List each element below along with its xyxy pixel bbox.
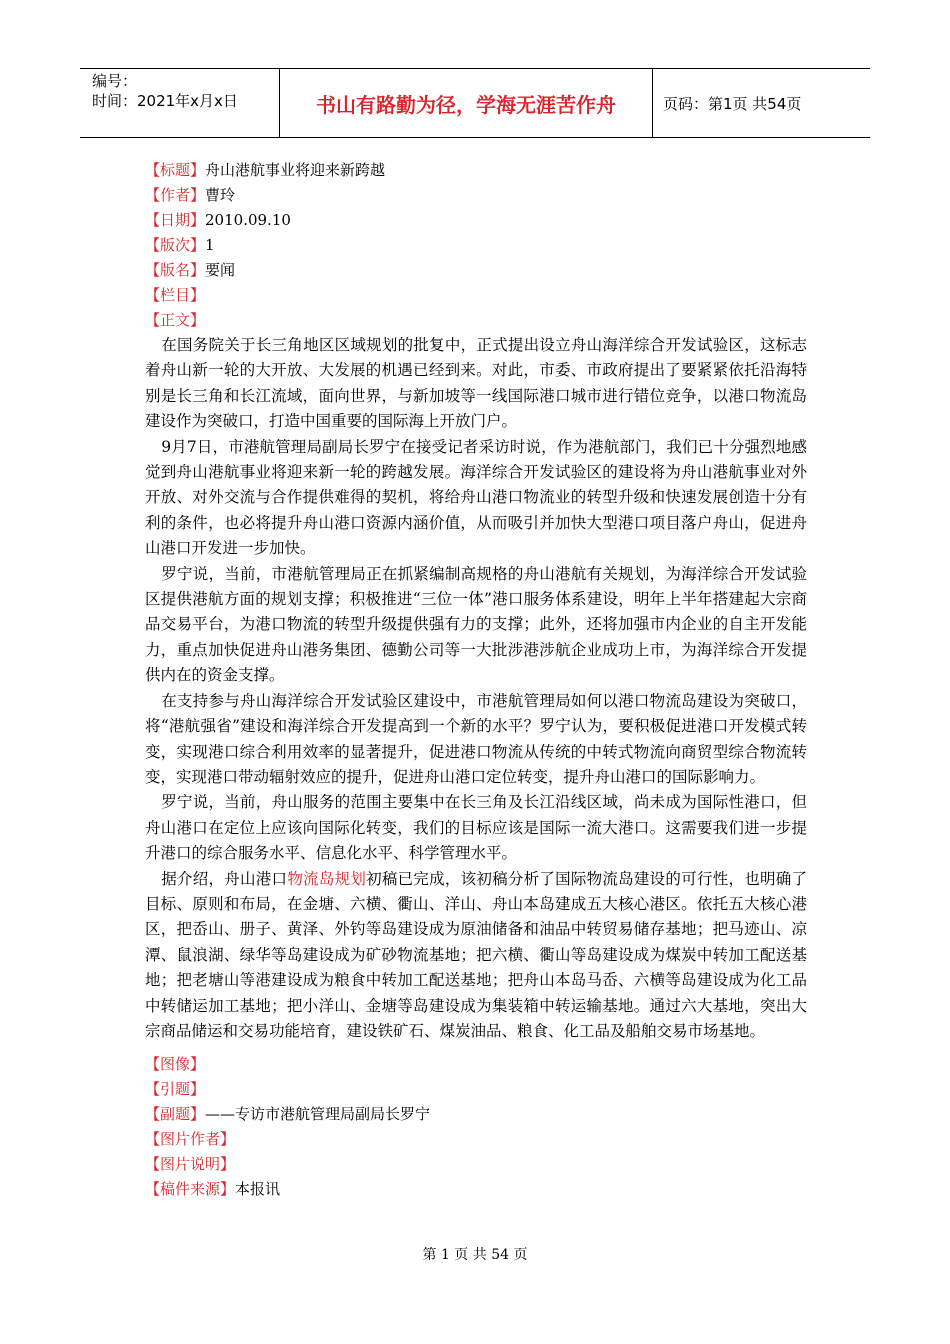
logistics-plan-link[interactable]: 物流岛规划 <box>287 869 367 888</box>
body-paragraph: 罗宁说，当前，舟山服务的范围主要集中在长三角及长江沿线区域，尚未成为国际性港口，但舟山港口在定位上应该向国际化转变，我们的目标应该是国际一流大港口。这需要我们进一步提升港口的综合服务水平、信息化水平、科学管理水平。 <box>145 793 807 863</box>
meta-label: 【标题】 <box>145 161 206 179</box>
meta-label: 【版名】 <box>145 261 206 279</box>
meta-source-row <box>145 1177 815 1202</box>
meta-author-row <box>145 183 815 208</box>
meta-lead-row <box>145 1077 815 1102</box>
meta-photo-caption-row <box>145 1152 815 1177</box>
meta-image-row <box>145 1052 815 1077</box>
article-meta <box>145 158 815 333</box>
meta-value: 1 <box>205 236 215 254</box>
paragraph-text: 初稿已完成，该初稿分析了国际物流岛建设的可行性，也明确了目标、原则和布局，在金塘、六横、衢山、洋山、舟山本岛建成五大核心港区。依托五大核心港区，把岙山、册子、黄泽、外钓等岛建设成为原油储备和油品中转贸易储存基地；把马迹山、凉潭、鼠浪湖、绿华等岛建设成为矿砂物流基地；把六横、衢山等岛建设成为煤炭中转加工配送基地；把老塘山等港建设成为粮食中转加工配送基地；把舟山本岛马岙、六横等岛建设成为化工品中转储运加工基地；把小洋山、金塘等岛建设成为集装箱中转运输基地。通过六大基地，突出大宗商品储运和交易功能培育，建设铁矿石、煤炭油品、粮食、化工品及船舶交易市场基地。 <box>145 869 807 1040</box>
meta-label: 【副题】 <box>145 1105 206 1123</box>
meta-edition-row <box>145 233 815 258</box>
paragraph-text: 据介绍，舟山港口 <box>161 869 288 888</box>
meta-column-row <box>145 283 815 308</box>
meta-label: 【正文】 <box>145 311 206 329</box>
body-paragraph: 在支持参与舟山海洋综合开发试验区建设中，市港航管理局如何以港口物流岛建设为突破口，将“港航强省”建设和海洋综合开发提高到一个新的水平？罗宁认为，要积极促进港口开发模式转变，实现港口综合利用效率的显著提升，促进港口物流从传统的中转式物流向商贸型综合物流转变，实现港口带动辐射效应的提升，促进舟山港口定位转变，提升舟山港口的国际影响力。 <box>145 691 807 786</box>
meta-label: 【图片作者】 <box>145 1130 236 1148</box>
meta-value: 舟山港航事业将迎来新跨越 <box>205 161 386 179</box>
body-paragraph: 9月7日，市港航管理局副局长罗宁在接受记者采访时说，作为港航部门，我们已十分强烈地感觉到舟山港航事业将迎来新一轮的跨越发展。海洋综合开发试验区的建设将为舟山港航事业对外开放、对外交流与合作提供难得的契机，将给舟山港口物流业的转型升级和快速发展创造十分有利的条件，也必将提升舟山港口资源内涵价值，从而吸引并加快大型港口项目落户舟山，促进舟山港口开发进一步加快。 <box>145 437 807 558</box>
header-page-info: 页码：第1页 共54页 <box>663 94 802 113</box>
meta-label: 【栏目】 <box>145 286 206 304</box>
header-motto: 书山有路勤为径，学海无涯苦作舟 <box>280 69 653 137</box>
meta-title-row <box>145 158 815 183</box>
meta-value: ——专访市港航管理局副局长罗宁 <box>205 1105 431 1123</box>
meta-label: 【图像】 <box>145 1055 206 1073</box>
meta-value: 2010.09.10 <box>205 211 291 229</box>
meta-label: 【稿件来源】 <box>145 1180 236 1198</box>
article-body <box>145 333 807 1044</box>
page-footer: 第 1 页 共 54 页 <box>422 1247 528 1263</box>
header-info-cell <box>80 69 280 137</box>
meta-label: 【作者】 <box>145 186 206 204</box>
body-paragraph: 在国务院关于长三角地区区域规划的批复中，正式提出设立舟山海洋综合开发试验区，这标志着舟山新一轮的大开放、大发展的机遇已经到来。对此，市委、市政府提出了要紧紧依托沿海特别是长三角和长江流域，面向世界，与新加坡等一线国际港口城市进行错位竞争，以港口物流岛建设作为突破口，打造中国重要的国际海上开放门户。 <box>145 336 807 431</box>
meta-date-row <box>145 208 815 233</box>
meta-label: 【版次】 <box>145 236 206 254</box>
meta-value: 曹玲 <box>205 186 236 204</box>
meta-subtitle-row <box>145 1102 815 1127</box>
meta-value: 要闻 <box>205 261 236 279</box>
time-label: 时间：2021年x月x日 <box>92 92 238 110</box>
meta-photo-author-row <box>145 1127 815 1152</box>
body-paragraph <box>145 867 807 1045</box>
meta-label: 【图片说明】 <box>145 1155 236 1173</box>
article-meta-extra <box>145 1052 815 1202</box>
body-paragraph: 罗宁说，当前，市港航管理局正在抓紧编制高规格的舟山港航有关规划，为海洋综合开发试验区提供港航方面的规划支撑；积极推进“三位一体”港口服务体系建设，明年上半年搭建起大宗商品交易平台，为港口物流的转型升级提供强有力的支撑；此外，还将加强市内企业的自主开发能力，重点加快促进舟山港务集团、德勤公司等一大批涉港涉航企业成功上市，为海洋综合开发提供内在的资金支撑。 <box>145 564 807 685</box>
meta-section-row <box>145 258 815 283</box>
meta-body-row <box>145 308 815 333</box>
meta-label: 【日期】 <box>145 211 206 229</box>
page-header <box>80 68 870 138</box>
meta-label: 【引题】 <box>145 1080 206 1098</box>
meta-value: 本报讯 <box>235 1180 281 1198</box>
number-label: 编号： <box>92 72 138 90</box>
